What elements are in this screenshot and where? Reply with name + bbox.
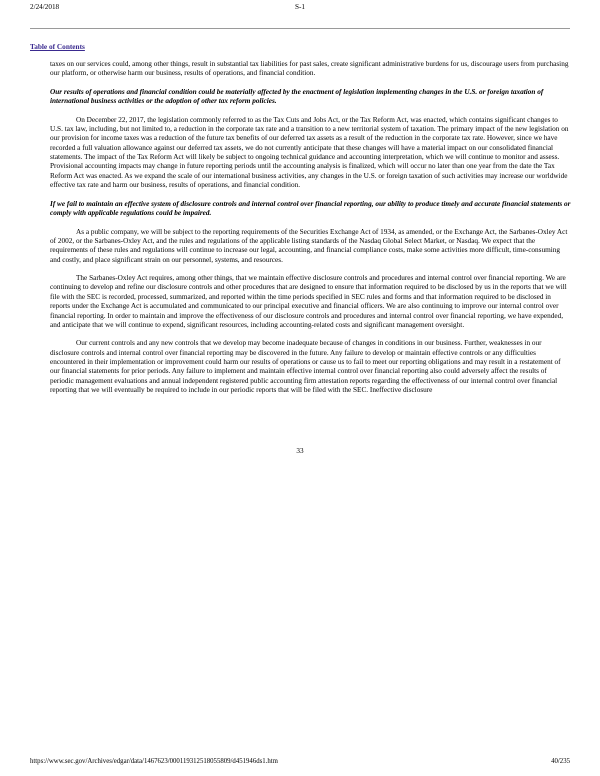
- risk-heading-tax-reform: Our results of operations and financial condition could be materially affected by the enactment of legislation implementing changes in the U.S. or foreign taxation of international business activities or the adoption of other tax reform policies.: [50, 87, 544, 106]
- paragraph-public-company-reporting: As a public company, we will be subject to the reporting requirements of the Securities Exchange Act of 1934, as amended, or the Exchange Act, the Sarbanes-Oxley Act of 2002, or the Sarbanes-Oxley Act, and the rules and regulations of the applicable listing standards of the Nasdaq Global Select Market, or Nasdaq. We expect that the requirements of these rules and regulations will continue to increase our legal, accounting, and financial compliance costs, make some activities more difficult, time-consuming and costly, and place significant strain on our personnel, systems, and resources.: [50, 227, 568, 264]
- paragraph-tax-cuts-jobs-act: On December 22, 2017, the legislation commonly referred to as the Tax Cuts and Jobs Act, or the Tax Reform Act, was enacted, which contains significant changes to U.S. tax law, including, but not limited to, a reduction in the corporate tax rate and a transition to a new territorial system of taxation. The primary impact of the new legislation on our provision for income taxes was a reduction of the future tax benefits of our deferred tax assets as a result of the reduction in the corporate tax rate. However, since we have recorded a full valuation allowance against our deferred tax assets, we do not currently anticipate that these changes will have a material impact on our consolidated financial statements. The impact of the Tax Reform Act will likely be subject to ongoing technical guidance and accounting interpretation, which we will continue to monitor and assess. Provisional accounting impacts may change in future reporting periods until the accounting analysis is finalized, which will occur no later than one year from the date the Tax Reform Act was enacted. As we expand the scale of our international business activities, any changes in the U.S. or foreign taxation of such activities may increase our worldwide effective tax rate and harm our business, results of operations, and financial condition.: [50, 115, 569, 190]
- paragraph-tax-liabilities-continued: taxes on our services could, among other things, result in substantial tax liabilities for past sales, create significant administrative burdens for us, discourage users from purchasing our platform, or otherwise harm our business, results of operations, and financial condition.: [50, 60, 569, 78]
- footer-url: https://www.sec.gov/Archives/edgar/data/1467623/000119312518055809/d451946ds1.htm: [30, 758, 278, 765]
- paragraph-sarbanes-oxley: The Sarbanes-Oxley Act requires, among other things, that we maintain effective disclosure controls and procedures and internal control over financial reporting. We are continuing to develop and refine our disclosure controls and other procedures that are designed to ensure that information required to be disclosed by us in the reports that we will file with the SEC is recorded, processed, summarized, and reported within the time periods specified in SEC rules and forms and that information required to be disclosed in reports under the Exchange Act is accumulated and communicated to our principal executive and financial officers. We are also continuing to improve our internal control over financial reporting. In order to maintain and improve the effectiveness of our disclosure controls and procedures and internal control over financial reporting, we have expended, and anticipate that we will continue to expend, significant resources, including accounting-related costs and significant management oversight.: [50, 274, 567, 329]
- print-date: 2/24/2018: [30, 3, 60, 11]
- risk-heading-disclosure-controls: If we fail to maintain an effective system of disclosure controls and internal control over financial reporting, our ability to produce timely and accurate financial statements or comply with applicable regulations could be impaired.: [50, 199, 571, 218]
- footer-page-count: 40/235: [551, 758, 570, 765]
- page-number: 33: [296, 447, 304, 455]
- header-divider: [30, 28, 570, 29]
- table-of-contents-link[interactable]: Table of Contents: [30, 42, 85, 51]
- document-title: S-1: [295, 3, 305, 11]
- paragraph-current-controls: Our current controls and any new controls that we develop may become inadequate because of changes in conditions in our business. Further, weaknesses in our disclosure controls and internal control over financial reporting may be discovered in the future. Any failure to develop or maintain effective controls or any difficulties encountered in their implementation or improvement could harm our results of operations or cause us to fail to meet our reporting obligations and may result in a restatement of our financial statements for prior periods. Any failure to implement and maintain effective internal control over financial reporting also could adversely affect the results of periodic management evaluations and annual independent registered public accounting firm attestation reports regarding the effectiveness of our internal control over financial reporting that we will eventually be required to include in our periodic reports that will be filed with the SEC. Ineffective disclosure: [50, 339, 561, 395]
- document-body: [50, 60, 571, 405]
